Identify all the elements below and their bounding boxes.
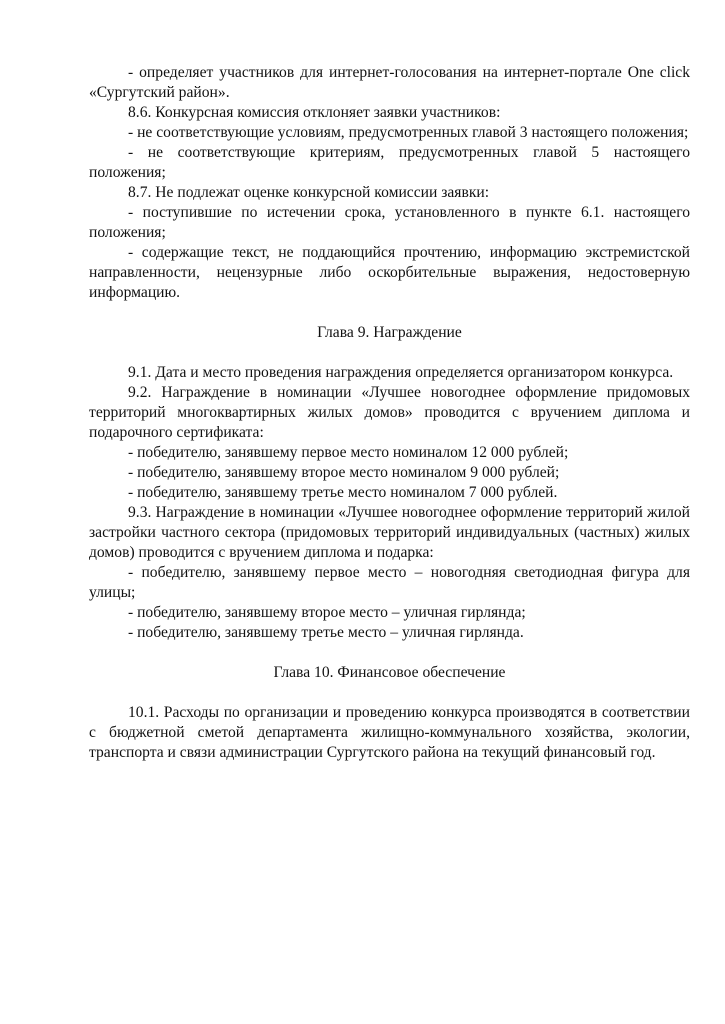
chapter-10-title: Глава 10. Финансовое обеспечение [273,664,506,681]
clause-8-6: 8.6. Конкурсная комиссия отклоняет заявки участников: [128,104,501,121]
clause-9-1: 9.1. Дата и место проведения награждения определяется организатором конкурса. [128,364,674,381]
clause-9-2-item-1: - победителю, занявшему первое место номиналом 12 000 рублей; [128,444,569,461]
clause-9-3-item-3: - победителю, занявшему третье место – уличная гирлянда. [128,624,524,641]
clause-9-3-item-2: - победителю, занявшему второе место – уличная гирлянда; [128,604,526,621]
clause-9-3: 9.3. Награждение в номинации «Лучшее новогоднее оформление территорий жилой застройки частного сектора (придомовых территорий индивидуальных (частных) жилых домов) проводится с вручением диплома и подарка: [89,504,690,561]
clause-9-2-item-3: - победителю, занявшему третье место номиналом 7 000 рублей. [128,484,558,501]
clause-8-6-item-1: - не соответствующие условиям, предусмотренных главой 3 настоящего положения; [128,124,689,141]
clause-8-7-item-2: - содержащие текст, не поддающийся прочтению, информацию экстремистской направленности, нецензурные либо оскорбительные выражения, недостоверную информацию. [89,244,690,301]
chapter-9-title: Глава 9. Награждение [317,324,462,341]
clause-9-2-item-2: - победителю, занявшему второе место номиналом 9 000 рублей; [128,464,560,481]
clause-9-3-item-1: - победителю, занявшему первое место – новогодняя светодиодная фигура для улицы; [89,564,690,601]
clause-10-1: 10.1. Расходы по организации и проведению конкурса производятся в соответствии с бюджетной сметой департамента жилищно-коммунального хозяйства, экологии, транспорта и связи администрации Сургутского района на текущий финансовый год. [89,704,690,761]
clause-8-6-item-2: - не соответствующие критериям, предусмотренных главой 5 настоящего положения; [89,144,690,181]
clause-8-7: 8.7. Не подлежат оценке конкурсной комиссии заявки: [128,184,490,201]
clause-8-5-item: - определяет участников для интернет-голосования на интернет-портале One click «Сургутский район». [89,64,690,101]
clause-8-7-item-1: - поступившие по истечении срока, установленного в пункте 6.1. настоящего положения; [89,204,690,241]
clause-9-2: 9.2. Награждение в номинации «Лучшее новогоднее оформление придомовых территорий многоквартирных жилых домов» проводится с вручением диплома и подарочного сертификата: [89,384,690,441]
